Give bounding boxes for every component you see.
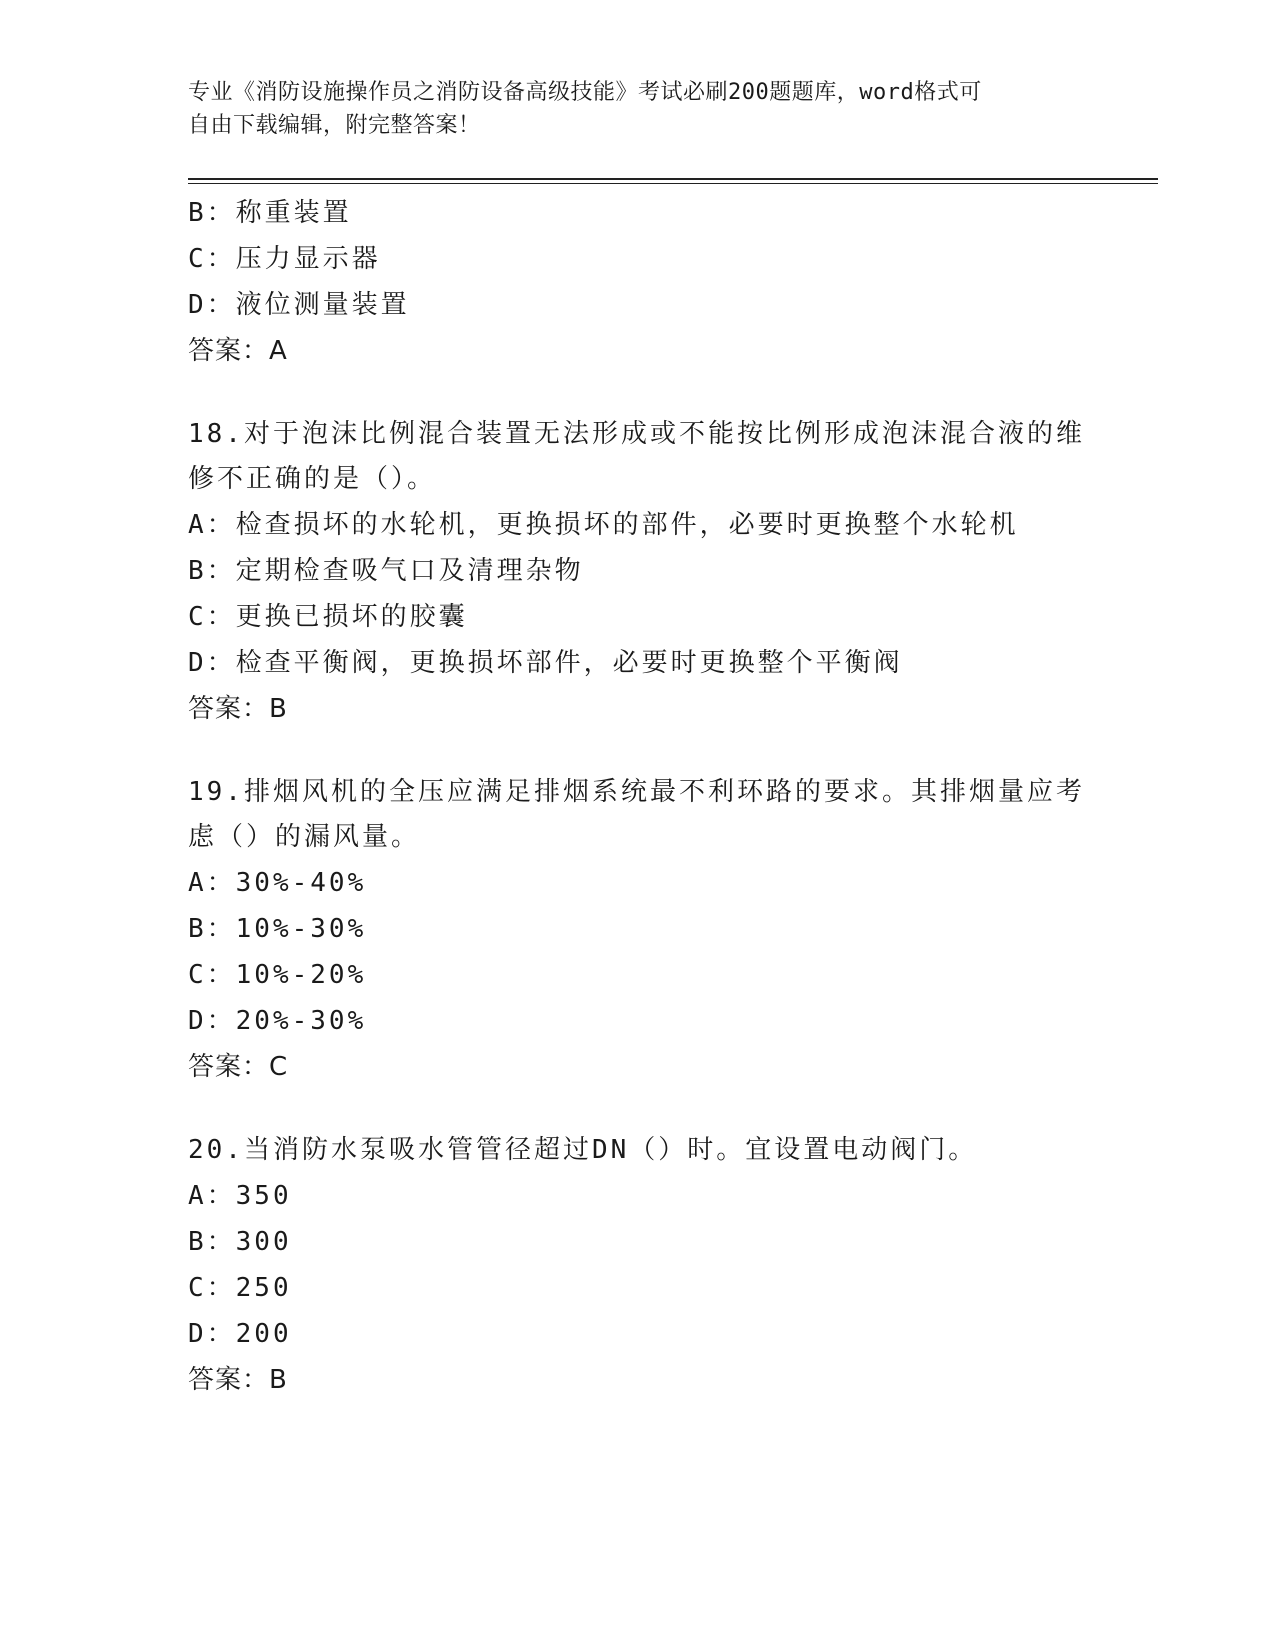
q19-option-d: D：20%-30% [188,1006,367,1036]
q17-option-d: D：液位测量装置 [188,290,410,320]
q19-option-c: C：10%-20% [188,960,367,990]
q18-option-d: D：检查平衡阀，更换损坏部件，必要时更换整个平衡阀 [188,648,903,678]
header-rule-thin [188,183,1158,184]
q18-option-b: B：定期检查吸气口及清理杂物 [188,556,584,586]
q18-option-a: A：检查损坏的水轮机，更换损坏的部件，必要时更换整个水轮机 [188,510,1019,540]
q19-answer: 答案：C [188,1052,289,1082]
q20-option-d: D：200 [188,1319,292,1349]
q17-option-c: C：压力显示器 [188,244,381,274]
q18-answer: 答案：B [188,694,288,724]
header-line-2: 自由下载编辑，附完整答案！ [188,113,481,138]
header-line-1: 专业《消防设施操作员之消防设备高级技能》考试必刷200题题库，word格式可 [188,80,982,105]
q20-answer: 答案：B [188,1365,288,1395]
q18-option-c: C：更换已损坏的胶囊 [188,602,468,632]
q20-option-a: A：350 [188,1181,292,1211]
q17-answer: 答案：A [188,336,288,366]
q20-text: 20.当消防水泵吸水管管径超过DN（）时。宜设置电动阀门。 [188,1135,978,1165]
q20-option-b: B：300 [188,1227,292,1257]
q19-option-b: B：10%-30% [188,914,367,944]
header-rule-thick [188,178,1158,180]
document-header [188,76,1068,142]
question-content [188,190,1088,1403]
q19-option-a: A：30%-40% [188,868,367,898]
q18-text: 18.对于泡沫比例混合装置无法形成或不能按比例形成泡沫混合液的维修不正确的是（）。 [188,419,1085,494]
q17-option-b: B：称重装置 [188,198,352,228]
q19-text: 19.排烟风机的全压应满足排烟系统最不利环路的要求。其排烟量应考虑（）的漏风量。 [188,777,1085,852]
q20-option-c: C：250 [188,1273,292,1303]
